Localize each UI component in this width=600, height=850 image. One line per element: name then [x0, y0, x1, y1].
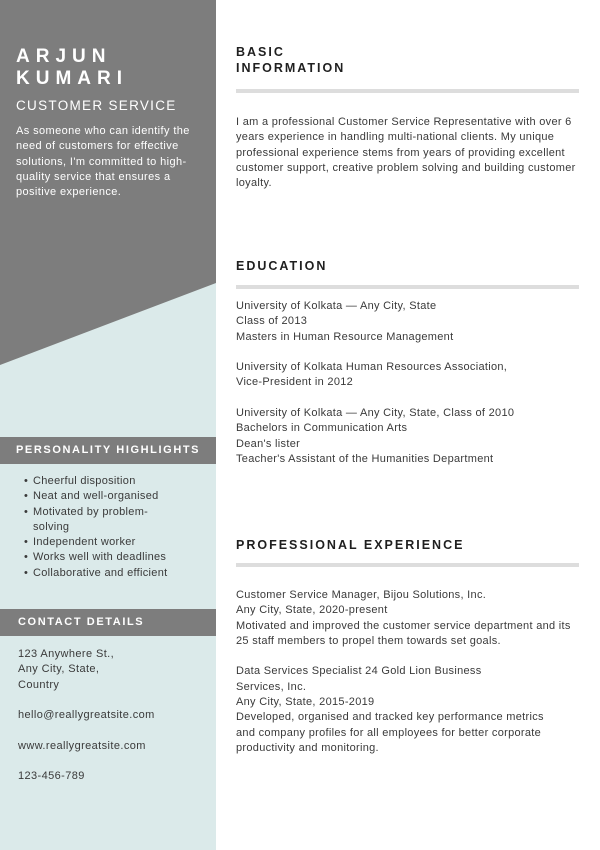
section-divider [236, 563, 579, 567]
education-entry-1-line-2: Class of 2013 [236, 315, 308, 328]
candidate-role: CUSTOMER SERVICE [16, 98, 177, 113]
list-item: • Neat and well-organised [24, 489, 204, 504]
email-link[interactable]: hello@reallygreatsite.com [18, 709, 155, 722]
job-2-title: Data Services Specialist 24 Gold Lion Business Services, Inc. [236, 665, 482, 693]
basic-info-heading-line-2: INFORMATION [236, 61, 346, 75]
education-entry-2-line-1: University of Kolkata Human Resources Association, [236, 361, 508, 374]
education-entry-1-line-3: Masters in Human Resource Management [236, 330, 454, 343]
contact-details [18, 647, 208, 785]
education-entry-3-line-4: Teacher's Assistant of the Humanities Department [236, 452, 494, 465]
candidate-name [16, 46, 128, 90]
address-line-1: 123 Anywhere St., [18, 648, 115, 660]
address-line-3: Country [18, 678, 60, 691]
job-1-title: Customer Service Manager, Bijou Solutions, Inc. [236, 589, 487, 601]
address-line-2: Any City, State, [18, 663, 100, 676]
job-2-location-dates: Any City, State, 2015-2019 [236, 696, 375, 709]
basic-info-heading-line-1: BASIC [236, 45, 285, 59]
job-2-description: Developed, organised and tracked key performance metrics and company profiles for all employees for better corporate productivity and monitoring. [236, 711, 544, 754]
experience-heading: PROFESSIONAL EXPERIENCE [236, 538, 465, 552]
job-1-description: Motivated and improved the customer service department and its 25 staff members to propel them towards set goals. [236, 619, 571, 647]
name-line-2: KUMARI [16, 68, 128, 89]
education-list [236, 299, 581, 467]
profile-summary: As someone who can identify the need of customers for effective solutions, I'm committed to high-quality service that ensures a positive experience. [16, 125, 190, 199]
list-item: • Works well with deadlines [24, 550, 204, 565]
list-item: • Cheerful disposition [24, 474, 204, 489]
section-divider [236, 89, 579, 93]
education-entry-1-line-1: University of Kolkata — Any City, State [236, 300, 437, 312]
job-1-location-dates: Any City, State, 2020-present [236, 604, 388, 617]
contact-heading: CONTACT DETAILS [0, 609, 216, 636]
list-item: • Collaborative and efficient [24, 566, 204, 581]
section-divider [236, 285, 579, 289]
basic-info-heading [236, 44, 345, 76]
experience-list [236, 588, 581, 756]
phone-number: 123-456-789 [18, 770, 85, 783]
website-link[interactable]: www.reallygreatsite.com [18, 739, 146, 752]
list-item: • Motivated by problem-solving [24, 505, 161, 536]
list-item: • Independent worker [24, 535, 204, 550]
education-entry-3-line-3: Dean's lister [236, 437, 301, 450]
education-heading: EDUCATION [236, 259, 328, 273]
personality-heading: PERSONALITY HIGHLIGHTS [0, 437, 216, 464]
education-entry-3-line-2: Bachelors in Communication Arts [236, 422, 408, 435]
basic-info-text: I am a professional Customer Service Representative with over 6 years experience in handling multi-national clients. My unique professional experience stems from years of providing excellent customer support, creative problem solving and building customer loyalty. [236, 116, 576, 190]
name-line-1: ARJUN [16, 46, 112, 67]
education-entry-2-line-2: Vice-President in 2012 [236, 376, 354, 389]
education-entry-3-line-1: University of Kolkata — Any City, State, Class of 2010 [236, 407, 515, 420]
personality-list [24, 474, 204, 581]
